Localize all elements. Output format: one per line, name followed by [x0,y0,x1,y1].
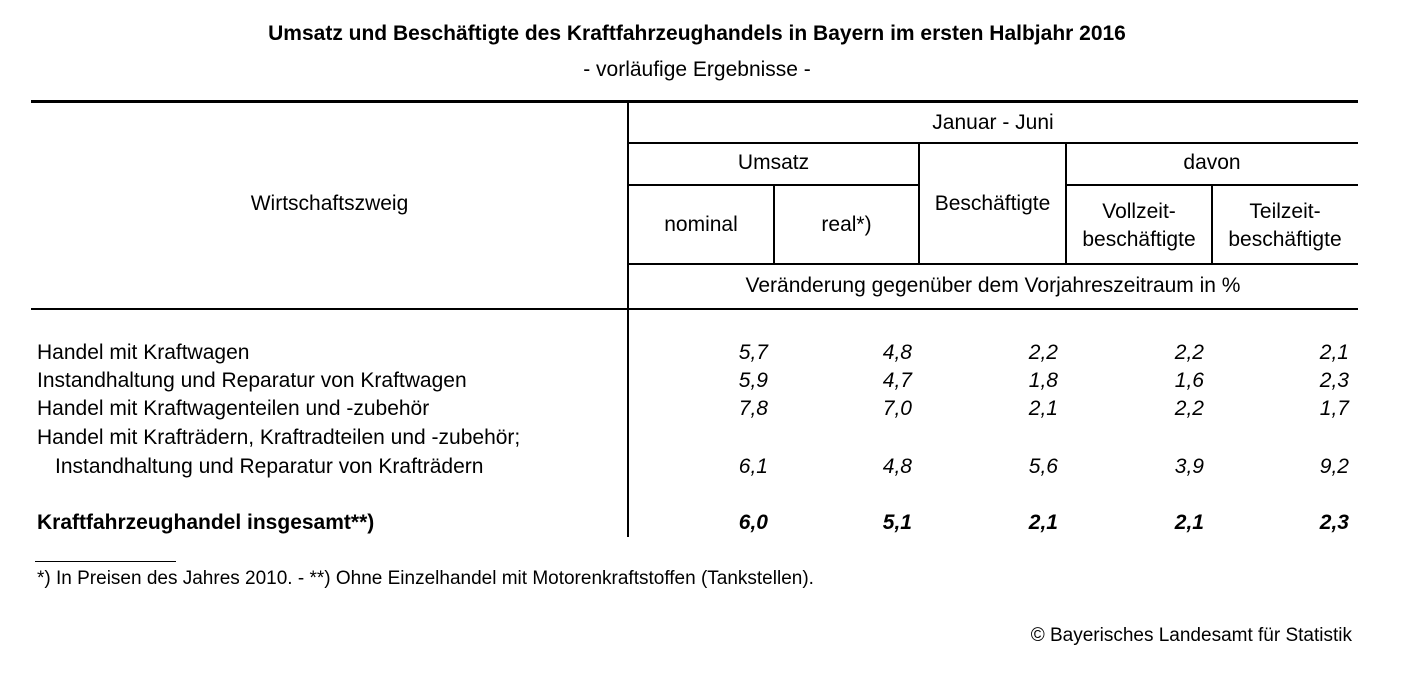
header-teilzeit-line2: beschäftigte [1228,228,1342,251]
footnote-separator [35,561,176,562]
total-beschaeftigte: 2,1 [1028,511,1058,534]
header-unit: Veränderung gegenüber dem Vorjahreszeitraum in % [745,274,1241,297]
cell-teilzeit: 2,3 [1319,369,1349,392]
cell-real: 4,7 [882,369,912,392]
cell-teilzeit: 1,7 [1319,397,1349,420]
cell-real: 4,8 [882,455,912,478]
table-subtitle: - vorläufige Ergebnisse - [583,58,811,81]
top-rule [31,100,1358,103]
rule-period [628,142,1358,144]
total-row-label: Kraftfahrzeughandel insgesamt**) [37,511,375,534]
divider-vollzeit-teilzeit [1211,184,1213,265]
cell-real: 4,8 [882,341,912,364]
cell-beschaeftigte: 5,6 [1028,455,1058,478]
row-label: Instandhaltung und Reparatur von Kraftwagen [37,369,467,392]
header-davon: davon [1183,151,1241,174]
header-nominal: nominal [664,213,738,236]
header-vollzeit-line2: beschäftigte [1082,228,1196,251]
cell-nominal: 6,1 [738,455,768,478]
header-wirtschaftszweig: Wirtschaftszweig [250,192,409,215]
cell-teilzeit: 9,2 [1319,455,1349,478]
cell-teilzeit: 2,1 [1319,341,1349,364]
total-vollzeit: 2,1 [1174,511,1204,534]
cell-vollzeit: 2,2 [1174,341,1204,364]
header-real: real*) [821,213,872,236]
header-umsatz: Umsatz [737,151,810,174]
row-label-continued: Instandhaltung und Reparatur von Krafträdern [55,455,484,478]
total-real: 5,1 [882,511,912,534]
row-label: Handel mit Krafträdern, Kraftradteilen und -zubehör; [37,426,521,449]
footnote-text: *) In Preisen des Jahres 2010. - **) Ohne Einzelhandel mit Motorenkraftstoffen (Tankstellen). [37,568,814,589]
cell-beschaeftigte: 2,1 [1028,397,1058,420]
cell-nominal: 5,9 [738,369,768,392]
rule-subheaders [628,263,1358,265]
cell-nominal: 5,7 [738,341,768,364]
copyright-text: © Bayerisches Landesamt für Statistik [1030,625,1352,646]
cell-vollzeit: 3,9 [1174,455,1204,478]
header-vollzeit-line1: Vollzeit- [1102,200,1176,223]
header-bottom-rule [31,308,1358,310]
row-label: Handel mit Kraftwagenteilen und -zubehör [37,397,430,420]
cell-beschaeftigte: 1,8 [1028,369,1058,392]
cell-vollzeit: 2,2 [1174,397,1204,420]
table-title: Umsatz und Beschäftigte des Kraftfahrzeughandels in Bayern im ersten Halbjahr 2016 [268,22,1126,45]
total-teilzeit: 2,3 [1319,511,1349,534]
header-teilzeit-line1: Teilzeit- [1249,200,1321,223]
cell-real: 7,0 [882,397,912,420]
cell-nominal: 7,8 [738,397,768,420]
cell-beschaeftigte: 2,2 [1028,341,1058,364]
header-period: Januar - Juni [932,111,1054,134]
row-label: Handel mit Kraftwagen [37,341,250,364]
cell-vollzeit: 1,6 [1174,369,1204,392]
header-beschaeftigte: Beschäftigte [934,192,1051,215]
total-nominal: 6,0 [738,511,768,534]
